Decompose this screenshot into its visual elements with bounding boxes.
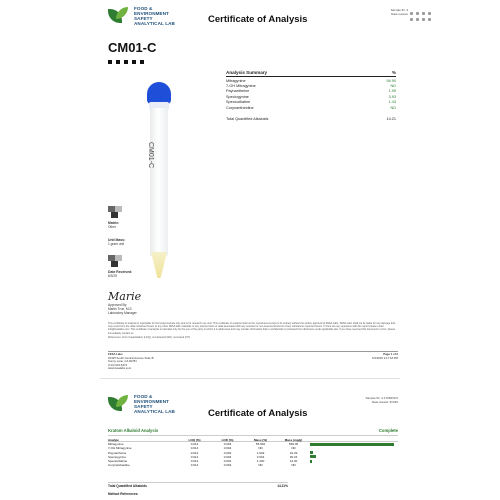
matrix-thumbnail [108,206,122,218]
lab-logo: FOOD & ENVIRONMENT SAFETY ANALYTICAL LAB [108,394,175,414]
date-thumbnail [108,255,122,267]
section-header: Kratom Alkaloid Analysis Complete [108,428,398,436]
page-title: Certificate of Analysis [208,14,308,25]
table-row: 7-OH Mitragynine 0.014 0.004 ND ND [108,446,296,451]
summary-row: Corynantheidine ND [226,105,396,110]
table-header: Analyte LOQ (%) LOD (%) Mass (%) Mass (mg/g) [108,438,398,442]
summary-row: Speciogynine 3.93 [226,94,396,99]
redaction-block [132,60,136,64]
mass-bar [310,443,394,446]
table-row: Speciogynine 0.014 0.004 3.934 39.34 [108,455,398,459]
sample-vial-image [144,82,174,282]
summary-row: Speciociliatine 1.43 [226,100,396,105]
leaf-logo-icon [108,395,130,413]
approval-block: Approved By: Martin True, M.S. Laboratory Manager [108,303,137,315]
lab-logo: FOOD & ENVIRONMENT SAFETY ANALYTICAL LAB [108,6,175,26]
method-references: Method References: [108,492,139,496]
unit-mass-info: Unit Mass: 1 gram unit [108,238,126,246]
redaction-block [116,60,120,64]
summary-row: Paynantheine 1.95 [226,89,396,94]
lab-address: FESA Labs 22425 South Central Avenue Suite B Sunny Lane, CA 92781 (714) 624-6472 www.fesalabs.com [108,352,154,371]
sample-meta: Sample ID: 4-1705030.5 Date Issued: 6/4/25 [365,396,398,404]
disclaimer-text: This certificate of analysis is reportable for the tested sample only and is for research use only. This certificate of analysis shall not be reproduced except in its entirety without the written approval of FESA Labs. FESA Labs shall not be liable for any damage that may result from the data contained herein or any other FESA labs materials or any referred tests or data associated with any selected or non-selected amounts of any substances reported herein. If there are any questions with this report please email info@fesalabs.com. This certificate of analysis is intended only for the use of the party to whom it is addressed and may contain information that is confidential or protected from disclosure under applicable law. If you have received this document in error, please immediately contact us. References: limit of quantitation (LOQ), not detected (ND), not tested (NT) [108,322,396,339]
summary-row: 7-OH Mitragynine ND [226,83,396,88]
table-row: Corynantheidine 0.014 0.004 ND ND [108,463,296,468]
coa-page-1 [108,0,408,372]
summary-total: Total Quantified Alkaloids 14.21 [226,116,396,121]
total-alkaloids: Total Quantified Alkaloids 14.21% [108,484,288,488]
redaction-block [140,60,144,64]
table-row: Paynantheine 0.012 0.004 1.949 19.49 [108,451,398,455]
vial-label: CM01-C [147,142,154,169]
redaction-block [108,60,112,64]
date-received-info: Date Received: 6/3/25 [108,270,133,278]
alkaloid-table [108,438,398,467]
mass-bar [310,460,312,463]
matrix-info: Matrix: Other [108,221,120,229]
mass-bar [310,455,316,458]
table-row: Speciociliatine 0.014 0.004 1.430 14.30 [108,459,398,463]
analysis-summary: Analysis Summary % Mitragynine 56.90 7-OH Mitragynine ND Paynantheine 1.95 Speciogynine 3.93 Speciociliatine 1.43 Corynantheidine ND Total Quantified Alkaloids 14.21 [226,70,396,121]
coa-page-2 [108,386,398,500]
page-title: Certificate of Analysis [208,408,308,419]
summary-row: Mitragynine 56.90 [226,78,396,83]
more-options-icon[interactable] [410,12,432,30]
table-row: Mitragynine 0.014 0.004 56.904 569.06 [108,442,398,446]
leaf-logo-icon [108,7,130,25]
sample-meta: Sample ID: 4 Date receive [390,8,408,16]
vial-cap [147,82,171,104]
page-number: Page 1 of 2 6/4/2025 2:17:18 PM [372,352,398,360]
redaction-block [124,60,128,64]
page-separator [100,378,400,379]
approver-signature: Marie [108,290,142,303]
mass-bar [310,451,313,454]
sample-id-heading: CM01-C [108,40,157,55]
